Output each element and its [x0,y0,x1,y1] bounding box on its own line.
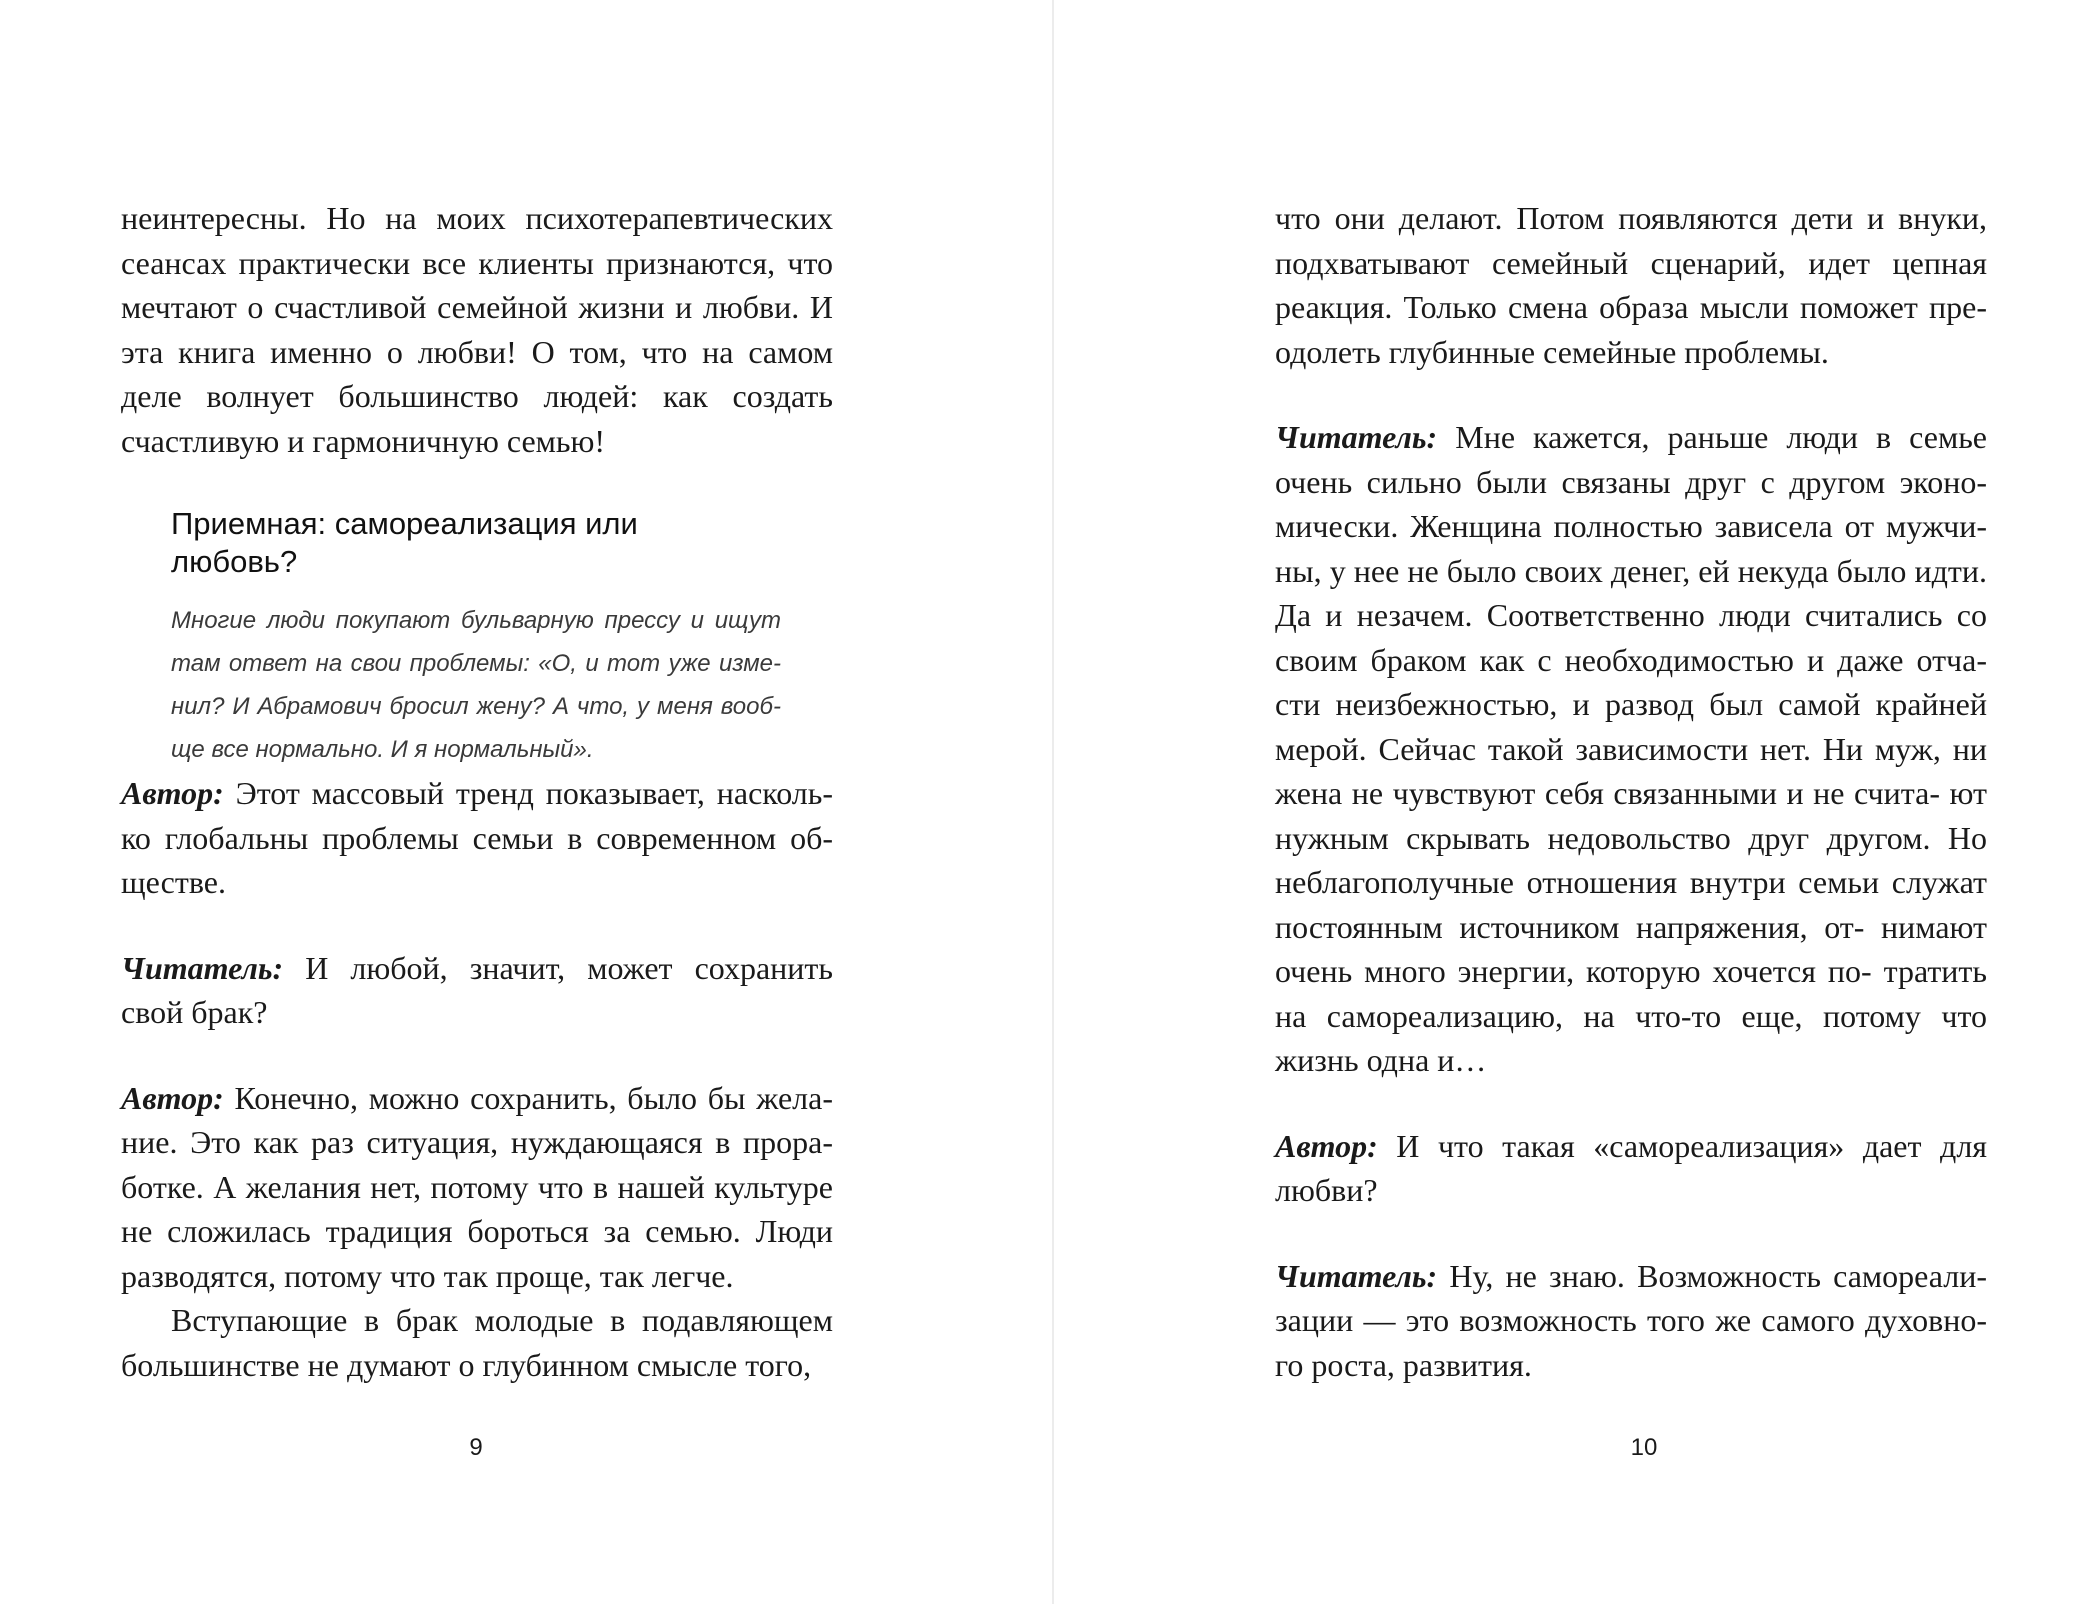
speaker-label: Читатель: [1275,419,1438,455]
dialog-paragraph [1275,1124,1987,1213]
dialog-text: Ну, не знаю. Возможность самореали- зации — это возможность того же самого духовно- го роста, развития. [1275,1257,1987,1383]
speaker-label: Читатель: [1275,1257,1438,1294]
speaker-label: Автор: [1275,1127,1378,1164]
paragraph: Вступающие в брак молодые в подавляющем большинстве не думают о глубинном смысле того, [121,1302,833,1383]
dialog-text: Конечно, можно сохранить, было бы жела- ние. Это как раз ситуация, нуждающаяся в прора- ботке. А желания нет, потому что в нашей культуре не сложилась традиция бороться за семью. Люди разводятся, потому что так проще, так легче. [121,1079,833,1294]
right-text-block [1275,196,1987,1387]
speaker-label: Автор: [121,775,224,811]
speaker-label: Автор: [121,1079,224,1116]
dialog-paragraph [1275,1254,1987,1388]
section-heading: Приемная: самореализация или любовь? [171,506,638,579]
dialog-text: И что такая «самореализация» дает для любви? [1275,1127,1987,1208]
page-number: 9 [469,1434,483,1461]
left-text-block [121,196,833,1387]
paragraph: что они делают. Потом появляются дети и внуки, подхватывают семейный сценарий, идет цепная реакция. Только смена образа мысли поможет пре- одолеть глубинные семейные проблемы. [1275,200,1987,370]
dialog-text: Этот массовый тренд показывает, насколь- ко глобальны проблемы семьи в современном об- ществе. [121,775,833,900]
dialog-text: И любой, значит, может сохранить свой брак? [121,949,833,1030]
dialog-paragraph [121,946,833,1035]
speaker-label: Читатель: [121,949,284,986]
dialog-paragraph [121,1076,833,1299]
dialog-paragraph [1275,415,1987,1083]
page-number: 10 [1630,1434,1658,1461]
paragraph: неинтересны. Но на моих психотерапевтических сеансах практически все клиенты признаются, что мечтают о счастливой семейной жизни и любви. И эта книга именно о любви! О том, что на самом деле волнует большинство людей: как создать счастливую и гармоничную семью! [121,200,833,459]
dialog-paragraph [121,771,833,905]
epigraph: Многие люди покупают бульварную прессу и ищут там ответ на свои проблемы: «О, и тот уже изме- нил? И Абрамович бросил жену? А что, у меня вооб- ще все нормально. И я нормальный». [171,607,781,763]
dialog-text: Мне кажется, раньше люди в семье очень сильно были связаны друг с другом эконо- мически. Женщина полностью зависела от мужчи- ны, у нее не было своих денег, ей некуда было идти. Да и незачем. Соответственно люди считались со своим браком как с необходимостью и даже отча- сти неизбежностью, и развод был самой крайней мерой. Сейчас такой зависимости нет. Ни муж, ни жена не чувствуют себя связанными и не счита- ют нужным скрывать недовольство друг другом. Но неблагополучные отношения внутри семьи служат постоянным источником напряжения, от- нимают очень много энергии, которую хочется по- тратить на самореализацию, на что-то еще, потому что жизнь одна и… [1275,419,1987,1078]
right-page [1054,0,2100,1604]
